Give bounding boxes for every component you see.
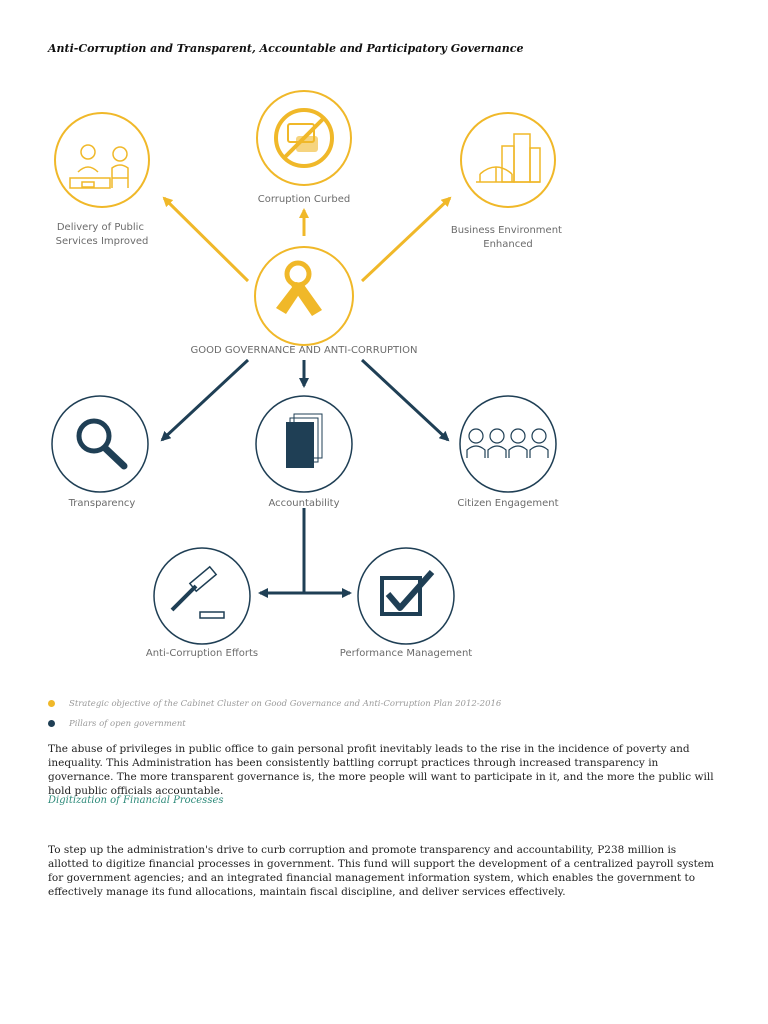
transparency-node	[52, 396, 148, 492]
governance-diagram	[40, 88, 580, 688]
ribbon-icon	[276, 263, 322, 316]
city-icon	[476, 134, 540, 182]
anti-corruption-node	[154, 548, 250, 644]
public-services-node	[55, 113, 149, 207]
transparency-label: Transparency	[68, 498, 136, 509]
corruption-curbed-node	[257, 91, 351, 185]
paragraph-abuse-of-privileges: The abuse of privileges in public office to gain personal profit inevitably leads to the rise in the incidence of poverty and inequality. This Administration has been consistently battling corrupt practices through increased transparency in governance. The more transparent governance is, the more people will want to participate in it, and the more the public will hold public officials accountable.	[48, 743, 714, 797]
business-environment-label: Business Environment Enhanced	[450, 225, 562, 250]
corruption-curbed-label: Corruption Curbed	[257, 194, 351, 205]
page-title: Anti-Corruption and Transparent, Accountable and Participatory Governance	[48, 42, 524, 55]
citizen-engagement-label: Citizen Engagement	[457, 498, 559, 509]
gavel-icon	[172, 567, 224, 618]
legend-item-pillars: Pillars of open government	[48, 719, 186, 729]
performance-node	[358, 548, 454, 644]
performance-label: Performance Management	[339, 648, 473, 659]
documents-icon	[286, 414, 322, 468]
no-bribe-icon	[276, 110, 332, 166]
business-environment-node	[461, 113, 555, 207]
anti-corruption-label: Anti-Corruption Efforts	[145, 648, 259, 659]
accountability-node	[256, 396, 352, 492]
magnifier-icon	[79, 421, 124, 466]
people-group-icon	[467, 429, 548, 458]
navy-dot-icon	[48, 720, 55, 727]
legend-item-strategic: Strategic objective of the Cabinet Cluster on Good Governance and Anti-Corruption Plan 2012-2016	[48, 699, 501, 709]
service-counter-icon	[70, 145, 128, 188]
center-circle	[255, 247, 353, 345]
paragraph-digitization: To step up the administration's drive to curb corruption and promote transparency and accountability, P238 million is allotted to digitize financial processes in government. This fund will support the development of a centralized payroll system for government agencies; and an integrated financial management information system, which enables the government to effectively manage its fund allocations, maintain fiscal discipline, and deliver services effectively.	[48, 844, 714, 898]
accountability-label: Accountability	[268, 498, 340, 509]
center-label: GOOD GOVERNANCE AND ANTI-CORRUPTION	[190, 345, 418, 356]
gold-dot-icon	[48, 700, 55, 707]
checkbox-icon	[382, 572, 432, 614]
citizen-engagement-node	[460, 396, 556, 492]
public-services-label: Delivery of Public Services Improved	[55, 222, 149, 247]
section-heading: Digitization of Financial Processes	[48, 795, 224, 806]
pillar-arrows	[162, 360, 448, 593]
